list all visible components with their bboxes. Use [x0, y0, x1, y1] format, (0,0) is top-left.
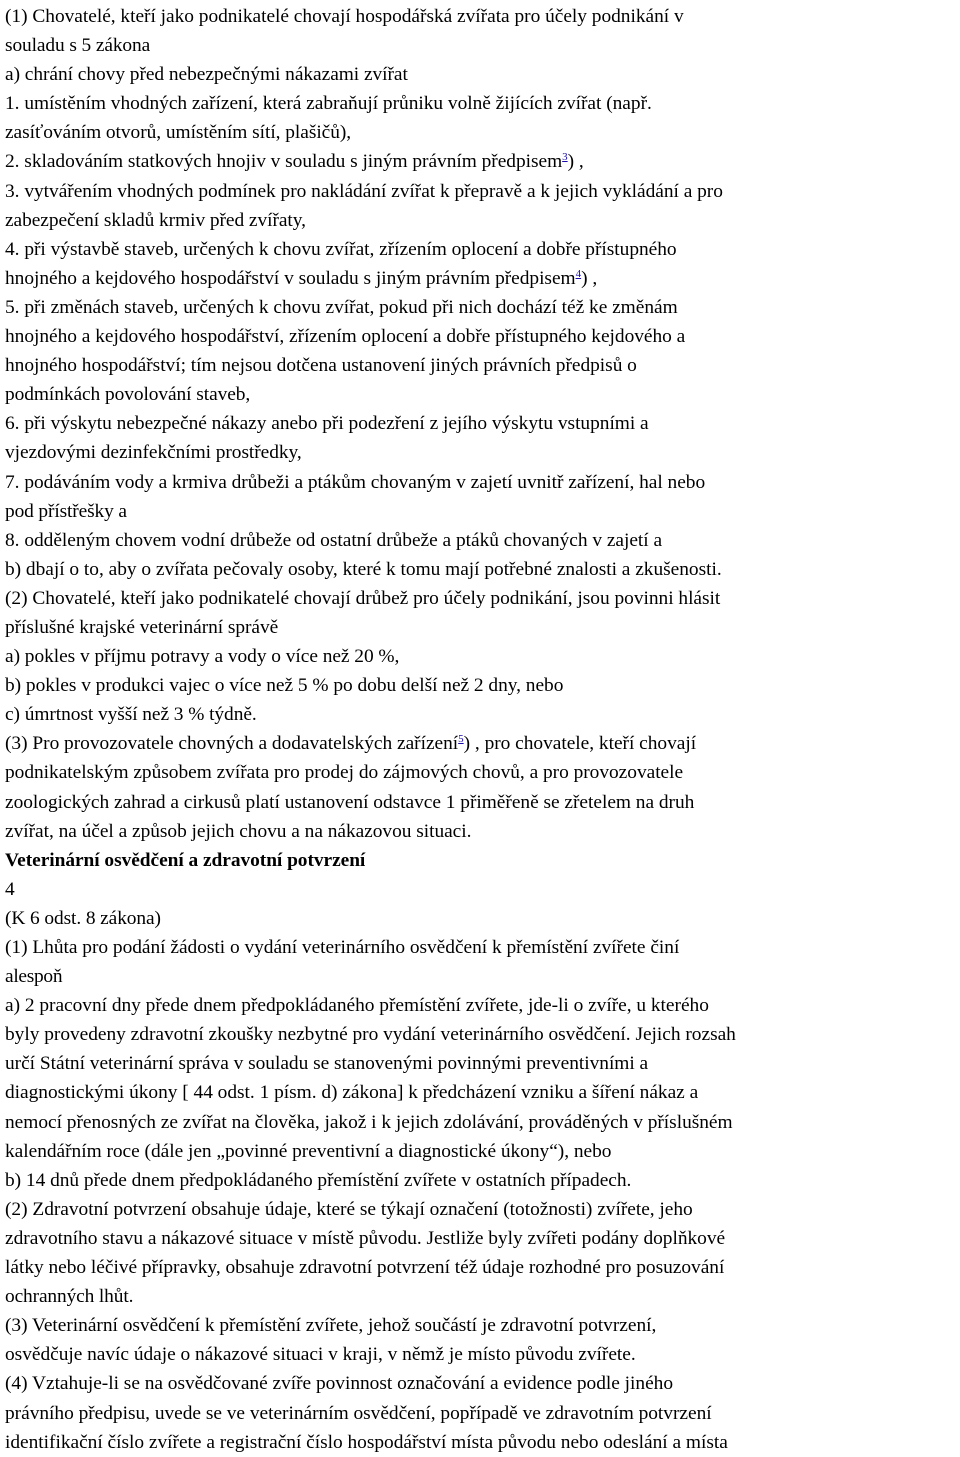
line-text: b) pokles v produkci vajec o více než 5 % po dobu delší než 2 dny, nebo — [5, 675, 564, 697]
text-line — [5, 1195, 957, 1224]
text-line — [5, 293, 957, 322]
line-text: 5. při změnách staveb, určených k chovu zvířat, pokud při nich dochází též ke změnám — [5, 296, 678, 318]
text-line — [5, 1166, 957, 1195]
text-line — [5, 1428, 957, 1457]
line-text: a) 2 pracovní dny přede dnem předpokládaného přemístění zvířete, jde-li o zvíře, u kterého — [5, 995, 709, 1017]
line-text: ochranných lhůt. — [5, 1286, 134, 1308]
line-text: osvědčuje navíc údaje o nákazové situaci v kraji, v němž je místo původu zvířete. — [5, 1344, 636, 1366]
text-line — [5, 875, 957, 904]
text-line — [5, 991, 957, 1020]
text-line — [5, 1282, 957, 1311]
line-text: 6. při výskytu nebezpečné nákazy anebo při podezření z jejího výskytu vstupními a — [5, 413, 649, 435]
text-line — [5, 118, 957, 147]
text-line — [5, 177, 957, 206]
line-text-after-footnote: ) , pro chovatele, kteří chovají — [463, 733, 697, 755]
line-text: 8. odděleným chovem vodní drůbeže od ostatní drůbeže a ptáků chovaných v zajetí a — [5, 529, 663, 551]
line-text: látky nebo léčivé přípravky, obsahuje zdravotní potvrzení též údaje rozhodné pro posuzování — [5, 1257, 725, 1279]
text-line — [5, 962, 957, 991]
text-line — [5, 1369, 957, 1398]
text-line — [5, 438, 957, 467]
footnote-link[interactable]: 4 — [575, 267, 582, 280]
text-line — [5, 206, 957, 235]
text-line — [5, 1108, 957, 1137]
line-text: (3) Pro provozovatele chovných a dodavatelských zařízení — [5, 733, 459, 755]
line-text: pod přístřešky a — [5, 500, 127, 522]
line-text: alespoň — [5, 966, 63, 988]
line-text: a) chrání chovy před nebezpečnými nákazami zvířat — [5, 64, 408, 86]
document-body — [5, 2, 957, 1457]
line-text: (2) Chovatelé, kteří jako podnikatelé chovají drůbež pro účely podnikání, jsou povinni hlásit — [5, 587, 721, 609]
text-line — [5, 351, 957, 380]
text-line — [5, 235, 957, 264]
text-line — [5, 1253, 957, 1282]
text-line — [5, 1137, 957, 1166]
text-line — [5, 380, 957, 409]
text-line — [5, 147, 957, 176]
line-text: 4 — [5, 878, 15, 900]
text-line — [5, 700, 957, 729]
footnote-link[interactable]: 5 — [458, 733, 464, 746]
line-text: vjezdovými dezinfekčními prostředky, — [5, 442, 302, 464]
text-line — [5, 409, 957, 438]
text-line — [5, 468, 957, 497]
line-text: Veterinární osvědčení a zdravotní potvrzení — [5, 849, 366, 871]
line-text: b) 14 dnů přede dnem předpokládaného přemístění zvířete v ostatních případech. — [5, 1169, 632, 1191]
text-line — [5, 1224, 957, 1253]
line-text: 3. vytvářením vhodných podmínek pro nakládání zvířat k přepravě a k jejich vykládání a pro — [5, 180, 723, 202]
line-text-after-footnote: ) , — [567, 151, 584, 173]
line-text: zoologických zahrad a cirkusů platí ustanovení odstavce 1 přiměřeně se zřetelem na druh — [5, 791, 695, 813]
line-text: hnojného a kejdového hospodářství, zřízením oplocení a dobře přístupného kejdového a — [5, 326, 686, 348]
line-text: 4. při výstavbě staveb, určených k chovu zvířat, zřízením oplocení a dobře přístupného — [5, 238, 677, 260]
text-line — [5, 1311, 957, 1340]
line-text: určí Státní veterinární správa v souladu se stanovenými povinnými preventivními a — [5, 1053, 649, 1075]
line-text-after-footnote: ) , — [581, 267, 598, 289]
line-text: 1. umístěním vhodných zařízení, která zabraňují průniku volně žijících zvířat (např. — [5, 93, 652, 115]
text-line — [5, 264, 957, 293]
line-text: (1) Chovatelé, kteří jako podnikatelé chovají hospodářská zvířata pro účely podnikání v — [5, 6, 684, 27]
text-line — [5, 1078, 957, 1107]
line-text: 2. skladováním statkových hnojiv v souladu s jiným právním předpisem — [5, 151, 563, 173]
text-line — [5, 555, 957, 584]
text-line — [5, 60, 957, 89]
line-text: 7. podáváním vody a krmiva drůbeži a ptákům chovaným v zajetí uvnitř zařízení, hal nebo — [5, 471, 706, 493]
text-line — [5, 1020, 957, 1049]
text-line — [5, 89, 957, 118]
line-text: (2) Zdravotní potvrzení obsahuje údaje, které se týkají označení (totožnosti) zvířete, jeho — [5, 1198, 693, 1220]
text-line — [5, 642, 957, 671]
text-line — [5, 1399, 957, 1428]
line-text: zvířat, na účel a způsob jejich chovu a na nákazovou situaci. — [5, 820, 472, 842]
text-line — [5, 526, 957, 555]
text-line — [5, 729, 957, 758]
text-line — [5, 817, 957, 846]
line-text: kalendářním roce (dále jen „povinné preventivní a diagnostické úkony“), nebo — [5, 1140, 612, 1162]
text-line — [5, 1049, 957, 1078]
line-text: identifikační číslo zvířete a registrační číslo hospodářství místa původu nebo odeslání a místa — [5, 1431, 728, 1453]
line-text: právního předpisu, uvede se ve veterinárním osvědčení, popřípadě ve zdravotním potvrzení — [5, 1402, 712, 1424]
line-text: zdravotního stavu a nákazové situace v místě původu. Jestliže byly zvířeti podány doplňkové — [5, 1227, 726, 1249]
text-line — [5, 613, 957, 642]
line-text: byly provedeny zdravotní zkoušky nezbytné pro vydání veterinárního osvědčení. Jejich rozsah — [5, 1024, 736, 1046]
line-text: b) dbají o to, aby o zvířata pečovaly osoby, které k tomu mají potřebné znalosti a zkušenosti. — [5, 558, 722, 580]
line-text: diagnostickými úkony [ 44 odst. 1 písm. d) zákona] k předcházení vzniku a šíření nákaz a — [5, 1082, 699, 1104]
line-text: (1) Lhůta pro podání žádosti o vydání veterinárního osvědčení k přemístění zvířete činí — [5, 937, 680, 958]
line-text: (K 6 odst. 8 zákona) — [5, 907, 161, 929]
text-line — [5, 31, 957, 60]
line-text: c) úmrtnost vyšší než 3 % týdně. — [5, 704, 257, 726]
text-line — [5, 322, 957, 351]
section-heading — [5, 846, 957, 875]
line-text: podnikatelským způsobem zvířata pro prodej do zájmových chovů, a pro provozovatele — [5, 762, 684, 784]
text-line — [5, 671, 957, 700]
footnote-link[interactable]: 3 — [562, 151, 568, 164]
line-text: příslušné krajské veterinární správě — [5, 616, 279, 638]
line-text: hnojného hospodářství; tím nejsou dotčena ustanovení jiných právních předpisů o — [5, 355, 637, 377]
line-text: souladu s 5 zákona — [5, 35, 151, 57]
text-line — [5, 758, 957, 787]
text-line — [5, 2, 957, 31]
line-text: (3) Veterinární osvědčení k přemístění zvířete, jehož součástí je zdravotní potvrzení, — [5, 1315, 657, 1337]
text-line — [5, 904, 957, 933]
text-line — [5, 1340, 957, 1369]
line-text: podmínkách povolování staveb, — [5, 384, 251, 406]
text-line — [5, 933, 957, 962]
text-line — [5, 584, 957, 613]
line-text: hnojného a kejdového hospodářství v souladu s jiným právním předpisem — [5, 267, 576, 289]
line-text: zabezpečení skladů krmiv před zvířaty, — [5, 209, 306, 231]
line-text: a) pokles v příjmu potravy a vody o více než 20 %, — [5, 646, 400, 668]
line-text: nemocí přenosných ze zvířat na člověka, jakož i k jejich zdolávání, prováděných v příslušném — [5, 1111, 733, 1133]
line-text: (4) Vztahuje-li se na osvědčované zvíře povinnost označování a evidence podle jiného — [5, 1373, 673, 1395]
line-text: zasíťováním otvorů, umístěním sítí, plašičů), — [5, 122, 352, 144]
text-line — [5, 497, 957, 526]
text-line — [5, 788, 957, 817]
